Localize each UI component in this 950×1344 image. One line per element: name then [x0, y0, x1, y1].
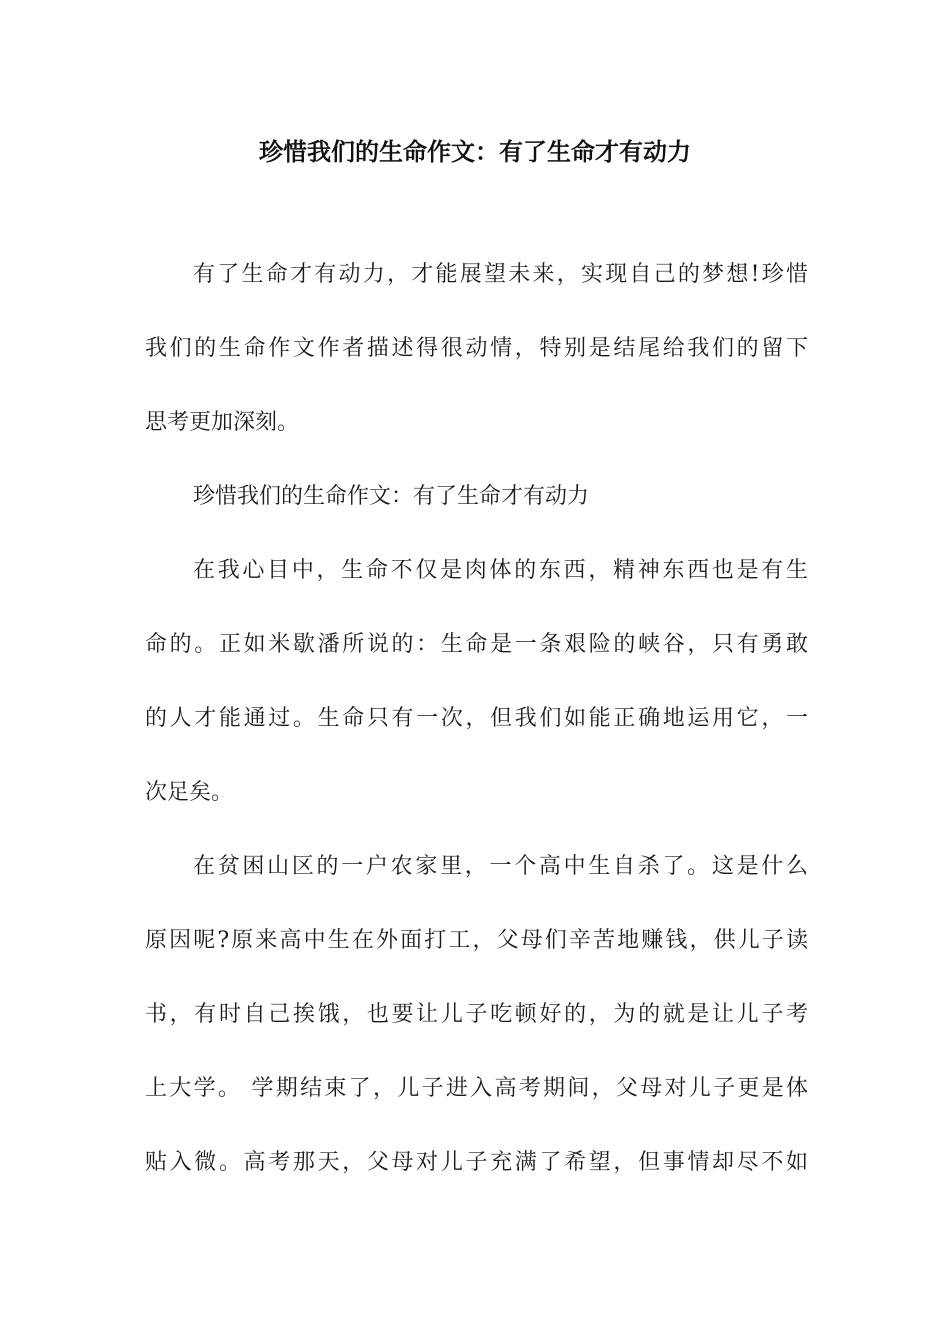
text-line: 珍惜我们的生命作文：有了生命才有动力 — [193, 484, 590, 509]
text-line: 次足矣。 — [145, 780, 234, 805]
document-title: 珍惜我们的生命作文：有了生命才有动力 — [259, 138, 691, 166]
text-line: 在我心目中，生命不仅是肉体的东西，精神东西也是有生 — [193, 558, 808, 583]
text-line: 上大学。 学期结束了，儿子进入高考期间，父母对儿子更是体 — [145, 1076, 808, 1101]
text-line: 我们的生命作文作者描述得很动情，特别是结尾给我们的留下 — [145, 336, 808, 361]
text-line: 思考更加深刻。 — [145, 410, 300, 435]
text-line: 命的。正如米歇潘所说的：生命是一条艰险的峡谷，只有勇敢 — [145, 632, 808, 657]
document-body — [145, 255, 808, 1217]
text-line: 原因呢?原来高中生在外面打工，父母们辛苦地赚钱，供儿子读 — [145, 928, 808, 953]
text-line: 书，有时自己挨饿，也要让儿子吃顿好的，为的就是让儿子考 — [145, 1002, 808, 1027]
text-line: 在贫困山区的一户农家里，一个高中生自杀了。这是什么 — [193, 854, 808, 879]
text-line: 的人才能通过。生命只有一次，但我们如能正确地运用它，一 — [145, 706, 808, 731]
text-line: 有了生命才有动力，才能展望未来，实现自己的梦想!珍惜 — [193, 262, 808, 287]
text-line: 贴入微。高考那天，父母对儿子充满了希望，但事情却尽不如 — [145, 1150, 808, 1175]
